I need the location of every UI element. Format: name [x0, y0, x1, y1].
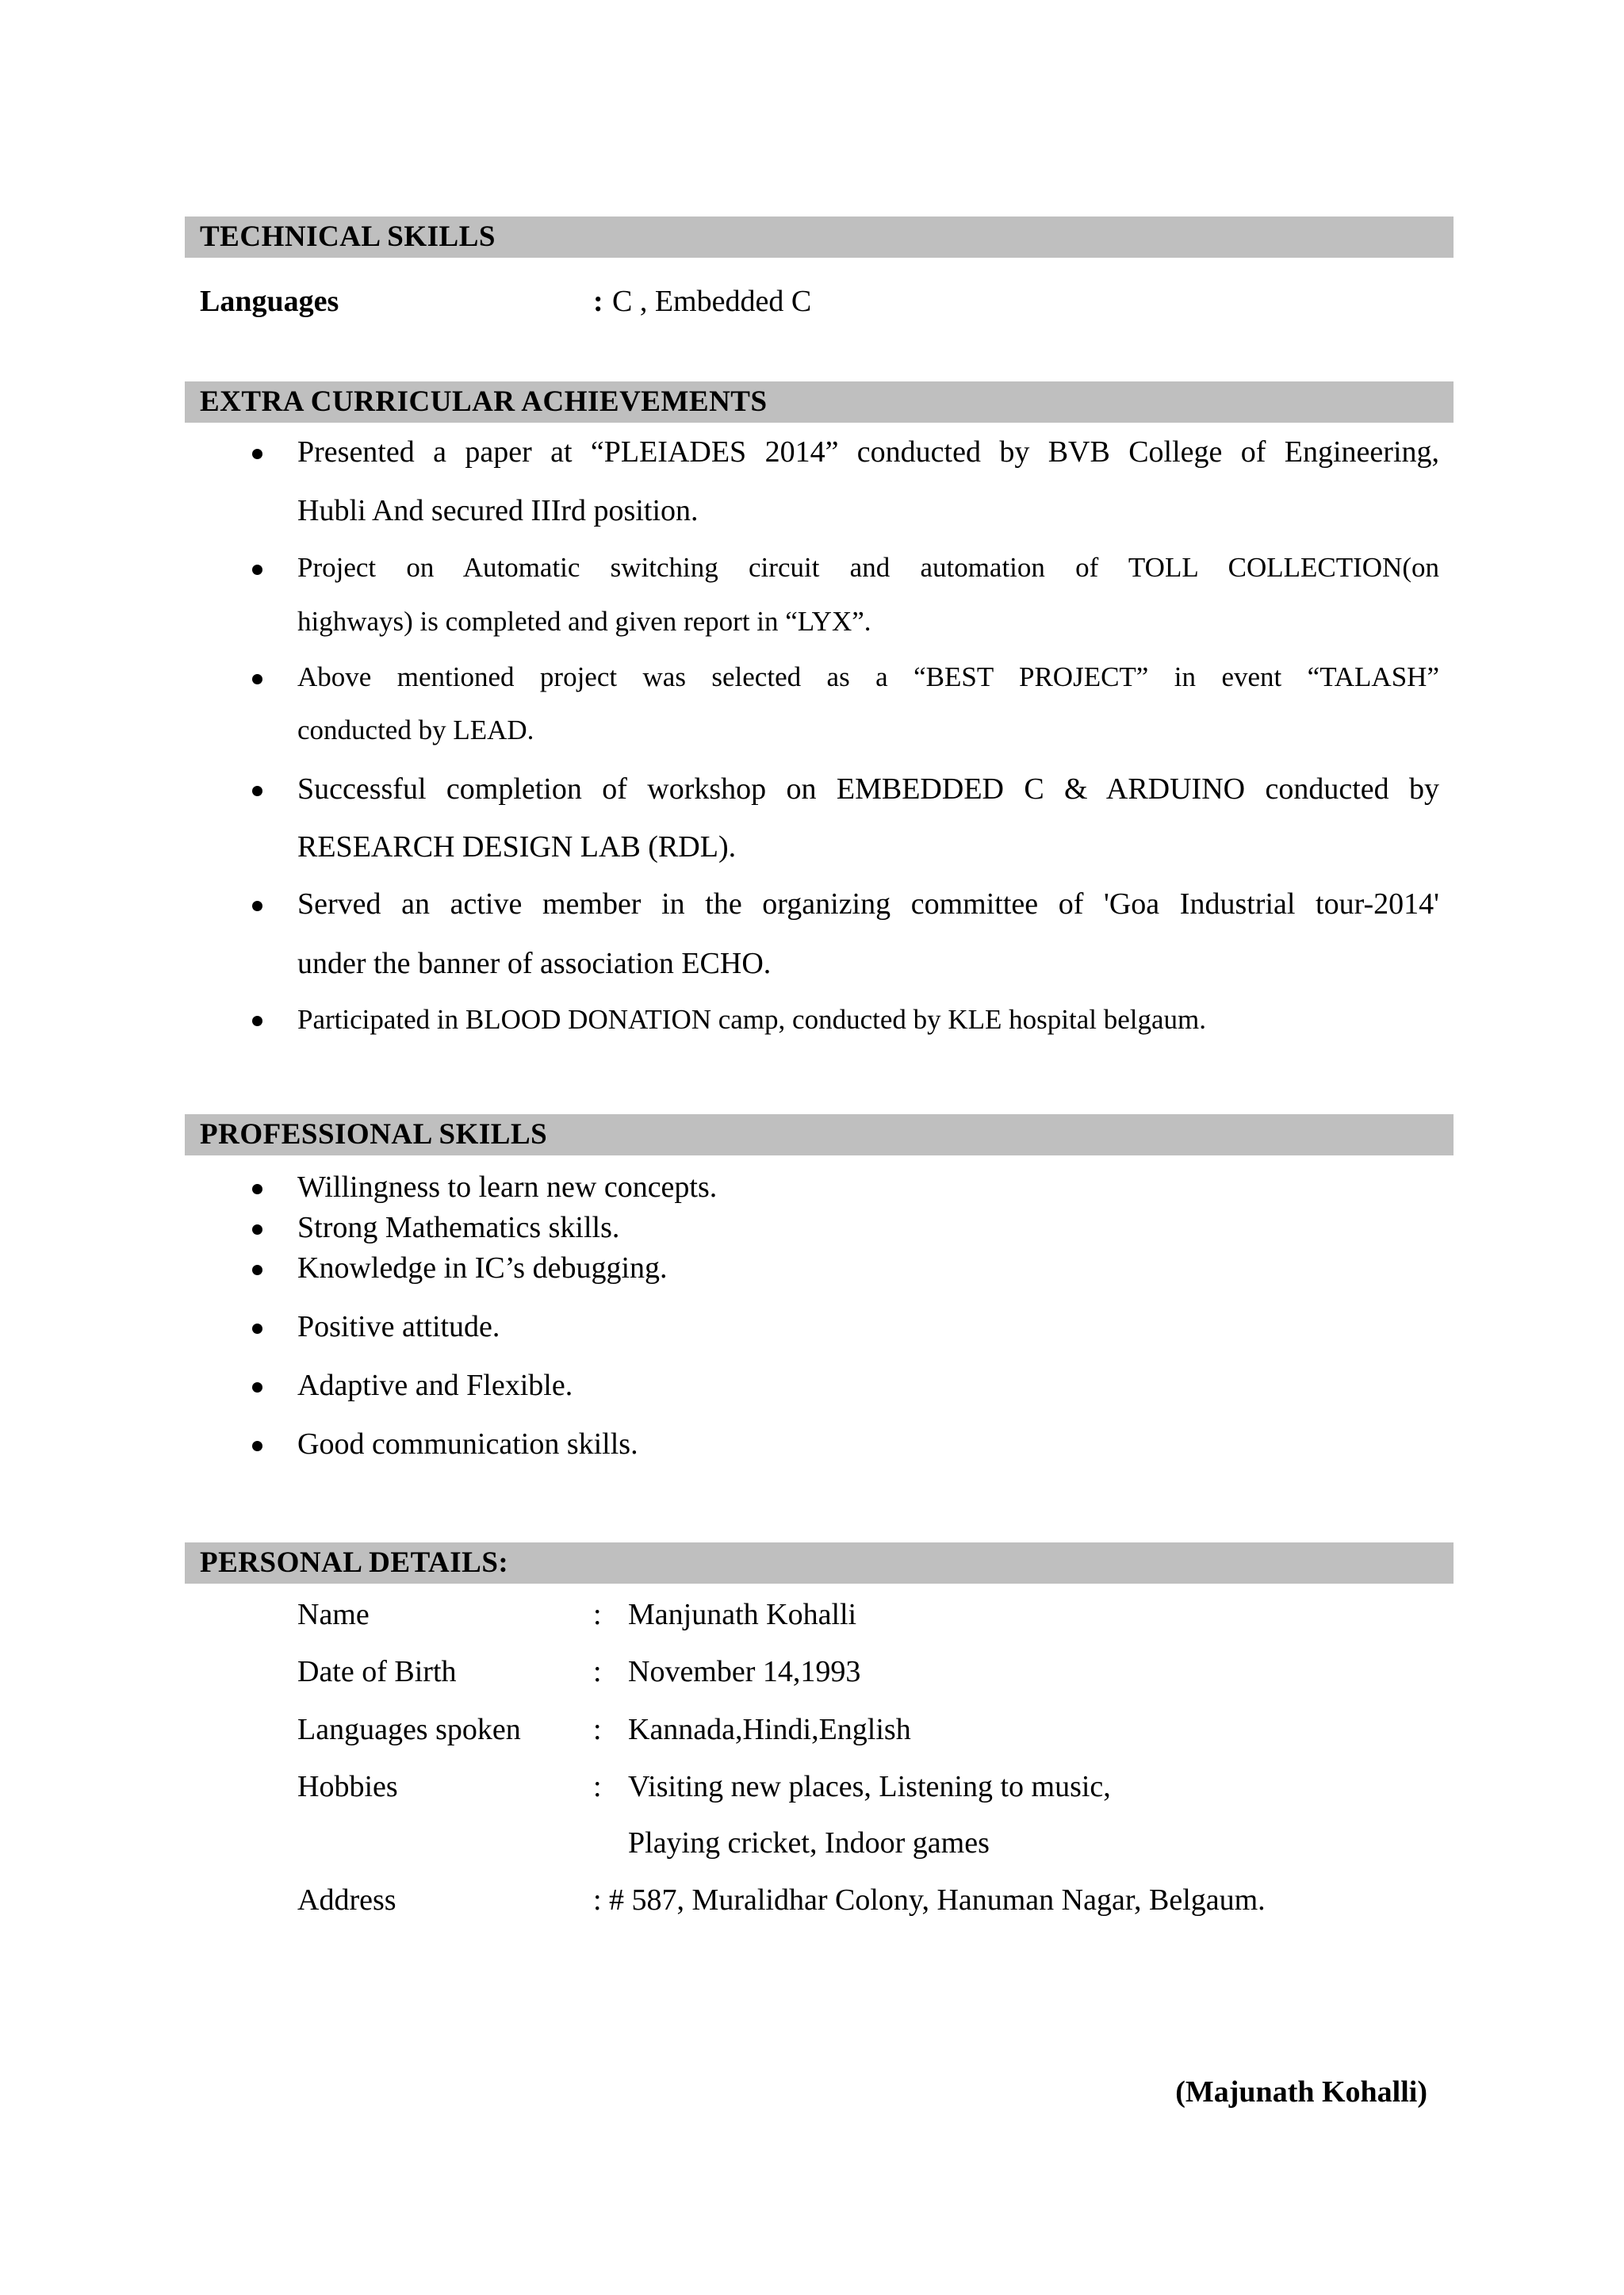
bullet-icon	[252, 449, 262, 459]
professional-skill-item: Adaptive and Flexible.	[297, 1369, 573, 1402]
name-label: Name	[297, 1598, 370, 1631]
hobbies-colon: :	[593, 1770, 602, 1803]
bullet-icon	[252, 1441, 262, 1451]
achievement-2-line-2: highways) is completed and given report in “LYX”.	[297, 606, 871, 637]
bullet-icon	[252, 1224, 262, 1235]
professional-skill-item: Positive attitude.	[297, 1310, 500, 1343]
extra-curricular-heading: EXTRA CURRICULAR ACHIEVEMENTS	[200, 385, 768, 418]
name-value: Manjunath Kohalli	[628, 1598, 857, 1631]
achievement-2-line-1: Project on Automatic switching circuit and automation of TOLL COLLECTION(on	[297, 552, 1439, 583]
professional-skill-item: Knowledge in IC’s debugging.	[297, 1251, 668, 1285]
languages-value: C , Embedded C	[612, 285, 812, 318]
professional-skill-item: Willingness to learn new concepts.	[297, 1170, 718, 1204]
professional-skill-item: Good communication skills.	[297, 1427, 638, 1461]
bullet-icon	[252, 786, 262, 796]
achievement-4-line-1: Successful completion of workshop on EMBEDDED C & ARDUINO conducted by	[297, 772, 1439, 806]
bullet-icon	[252, 1265, 262, 1275]
hobbies-value-line-1: Visiting new places, Listening to music,	[628, 1770, 1111, 1803]
languages-spoken-label: Languages spoken	[297, 1713, 521, 1746]
achievement-3-line-1: Above mentioned project was selected as a “BEST PROJECT” in event “TALASH”	[297, 661, 1439, 692]
hobbies-value-line-2: Playing cricket, Indoor games	[628, 1826, 990, 1860]
bullet-icon	[252, 1382, 262, 1393]
achievement-4-line-2: RESEARCH DESIGN LAB (RDL).	[297, 830, 737, 864]
languages-spoken-value: Kannada,Hindi,English	[628, 1713, 911, 1746]
languages-colon: :	[593, 285, 603, 318]
name-colon: :	[593, 1598, 602, 1631]
languages-spoken-colon: :	[593, 1713, 602, 1746]
professional-skill-item: Strong Mathematics skills.	[297, 1211, 620, 1244]
bullet-icon	[252, 674, 262, 684]
languages-label: Languages	[200, 285, 339, 318]
hobbies-label: Hobbies	[297, 1770, 398, 1803]
achievement-1-line-2: Hubli And secured IIIrd position.	[297, 494, 699, 527]
dob-value: November 14,1993	[628, 1655, 861, 1688]
bullet-icon	[252, 1184, 262, 1194]
bullet-icon	[252, 565, 262, 575]
bullet-icon	[252, 1324, 262, 1334]
achievement-3-line-2: conducted by LEAD.	[297, 715, 534, 745]
dob-label: Date of Birth	[297, 1655, 457, 1688]
achievement-6-line-1: Participated in BLOOD DONATION camp, conducted by KLE hospital belgaum.	[297, 1004, 1206, 1035]
bullet-icon	[252, 901, 262, 911]
signature-name: (Majunath Kohalli)	[1175, 2075, 1427, 2109]
achievement-5-line-2: under the banner of association ECHO.	[297, 947, 772, 980]
dob-colon: :	[593, 1655, 602, 1688]
achievement-5-line-1: Served an active member in the organizing committee of 'Goa Industrial tour-2014'	[297, 887, 1439, 921]
achievement-1-line-1: Presented a paper at “PLEIADES 2014” conducted by BVB College of Engineering,	[297, 435, 1439, 469]
address-value: : # 587, Muralidhar Colony, Hanuman Nagar, Belgaum.	[593, 1883, 1266, 1917]
personal-details-heading: PERSONAL DETAILS:	[200, 1546, 509, 1579]
technical-skills-heading: TECHNICAL SKILLS	[200, 220, 496, 253]
professional-skills-heading: PROFESSIONAL SKILLS	[200, 1118, 548, 1151]
bullet-icon	[252, 1016, 262, 1026]
address-label: Address	[297, 1883, 396, 1917]
